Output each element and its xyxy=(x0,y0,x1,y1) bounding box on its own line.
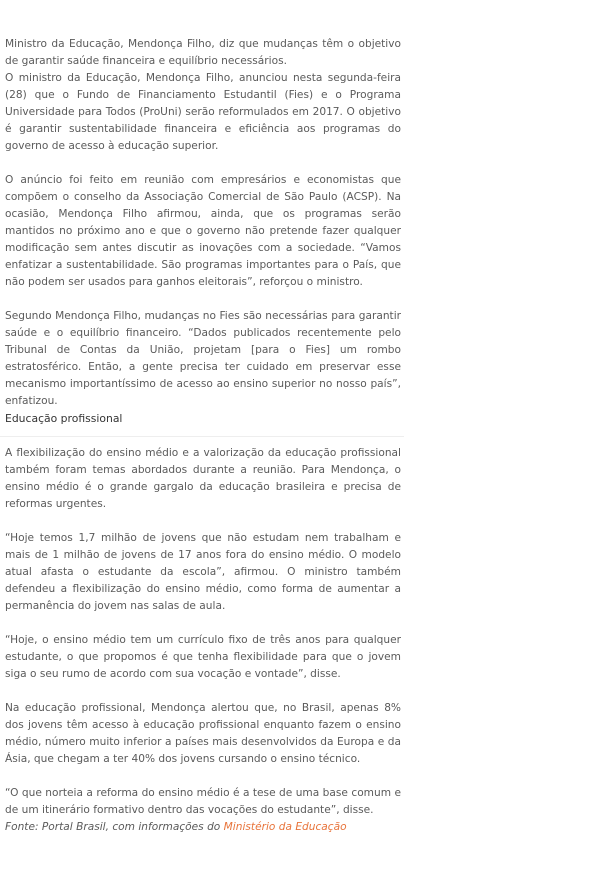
section-divider xyxy=(0,436,404,437)
source-credit xyxy=(5,819,401,836)
article-paragraph: A flexibilização do ensino médio e a valorização da educação profissional também foram temas abordados durante a reunião. Para Mendonça, o ensino médio é o grande gargalo da educação brasileira e precisa de reformas urgentes. xyxy=(5,447,401,510)
article-paragraph: O anúncio foi feito em reunião com empresários e economistas que compõem o conselho da Associação Comercial de São Paulo (ACSP). Na ocasião, Mendonça Filho afirmou, ainda, que os programas serão mantidos no próximo ano e que o governo não pretende fazer qualquer modificação sem antes discutir as inovações com a sociedade. “Vamos enfatizar a sustentabilidade. São programas importantes para o País, que não podem ser usados para ganhos eleitorais”, reforçou o ministro. xyxy=(5,174,401,288)
article-paragraph: “Hoje, o ensino médio tem um currículo fixo de três anos para qualquer estudante, o que propomos é que tenha flexibilidade para que o jovem siga o seu rumo de acordo com sua vocação e vontade”, disse. xyxy=(5,634,401,680)
article-paragraph: Na educação profissional, Mendonça alertou que, no Brasil, apenas 8% dos jovens têm acesso à educação profissional enquanto fazem o ensino médio, número muito inferior a países mais desenvolvidos da Europa e da Ásia, que chegam a ter 40% dos jovens cursando o ensino técnico. xyxy=(5,702,401,765)
source-link[interactable]: Ministério da Educação xyxy=(223,821,347,833)
article-paragraph: “Hoje temos 1,7 milhão de jovens que não estudam nem trabalham e mais de 1 milhão de jovens de 17 anos fora do ensino médio. O modelo atual afasta o estudante da escola”, afirmou. O ministro também defendeu a flexibilização do ensino médio, como forma de aumentar a permanência do jovem nas salas de aula. xyxy=(5,532,401,612)
section-heading: Educação profissional xyxy=(5,412,123,425)
article-paragraph: “O que norteia a reforma do ensino médio é a tese de uma base comum e de um itinerário formativo dentro das vocações do estudante”, disse. xyxy=(5,787,401,816)
article-paragraph: O ministro da Educação, Mendonça Filho, anunciou nesta segunda-feira (28) que o Fundo de Financiamento Estudantil (Fies) e o Programa Universidade para Todos (ProUni) serão reformulados em 2017. O objetivo é garantir sustentabilidade financeira e eficiência aos programas do governo de acesso à educação superior. xyxy=(5,72,401,152)
source-prefix: Fonte: Portal Brasil, com informações do xyxy=(5,821,224,833)
article-body xyxy=(5,36,401,836)
article-paragraph: Segundo Mendonça Filho, mudanças no Fies são necessárias para garantir saúde e o equilíbrio financeiro. “Dados publicados recentemente pelo Tribunal de Contas da União, projetam [para o Fies] um rombo estratosférico. Então, a gente precisa ter cuidado em preservar esse mecanismo importantíssimo de acesso ao ensino superior no nosso país”, enfatizou. xyxy=(5,310,401,407)
article-lead: Ministro da Educação, Mendonça Filho, diz que mudanças têm o objetivo de garantir saúde financeira e equilíbrio necessários. xyxy=(5,38,401,67)
